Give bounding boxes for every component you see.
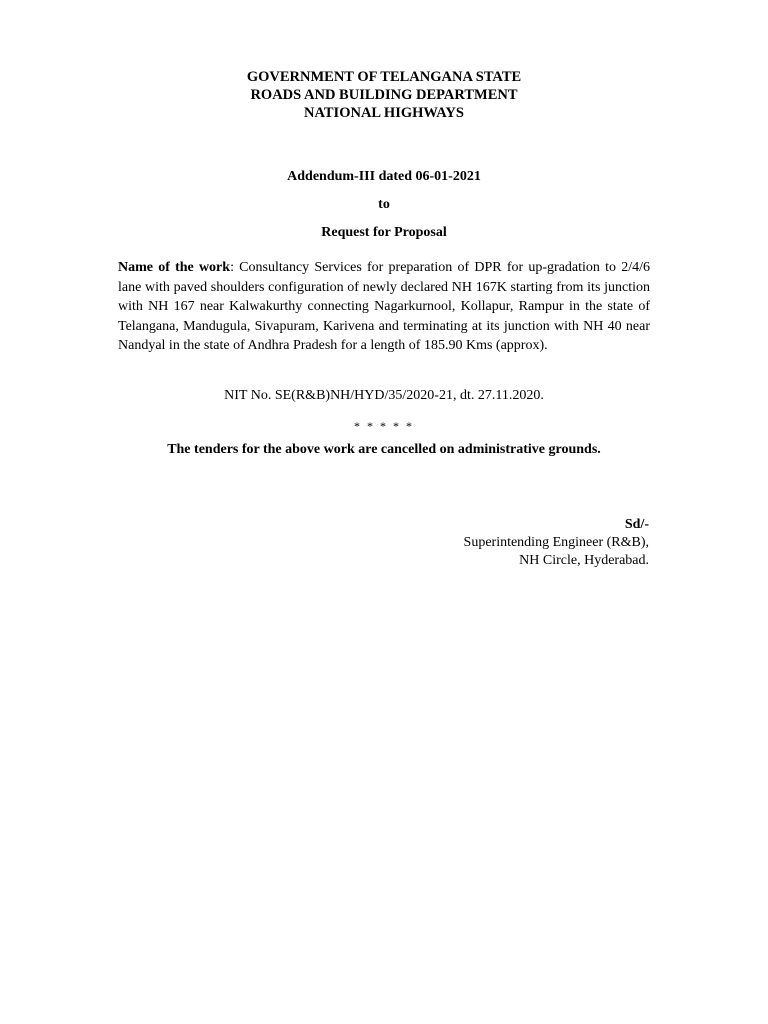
addendum-title: Addendum-III dated 06-01-2021 xyxy=(287,169,481,184)
signature-designation: Superintending Engineer (R&B), xyxy=(463,535,649,550)
signature-sd: Sd/- xyxy=(624,517,649,532)
cancellation-notice: The tenders for the above work are cancelled on administrative grounds. xyxy=(167,442,601,457)
nit-reference: NIT No. SE(R&B)NH/HYD/35/2020-21, dt. 27.11.2020. xyxy=(224,388,544,403)
addendum-subject: Request for Proposal xyxy=(321,225,447,240)
name-of-work-description: : Consultancy Services for preparation of DPR for up-gradation to 2/4/6 lane with paved shoulders configuration of newly declared NH 167K starting from its junction with NH 167 near Kalwakurthy connecting Nagarkurnool, Kollapur, Rampur in the state of Telangana, Mandugula, Sivapuram, Karivena and terminating at its junction with NH 40 near Nandyal in the state of Andhra Pradesh for a length of 185.90 Kms (approx). xyxy=(118,260,650,353)
document-header xyxy=(0,68,768,122)
header-wing: NATIONAL HIGHWAYS xyxy=(304,105,464,121)
header-department: ROADS AND BUILDING DEPARTMENT xyxy=(250,87,518,103)
separator-stars: * * * * * xyxy=(354,419,414,433)
header-government: GOVERNMENT OF TELANGANA STATE xyxy=(246,69,522,85)
addendum-connector: to xyxy=(378,197,390,212)
signature-block xyxy=(464,516,649,570)
name-of-work-paragraph xyxy=(118,258,650,356)
name-of-work-label: Name of the work xyxy=(118,260,231,275)
signature-office: NH Circle, Hyderabad. xyxy=(519,553,649,568)
